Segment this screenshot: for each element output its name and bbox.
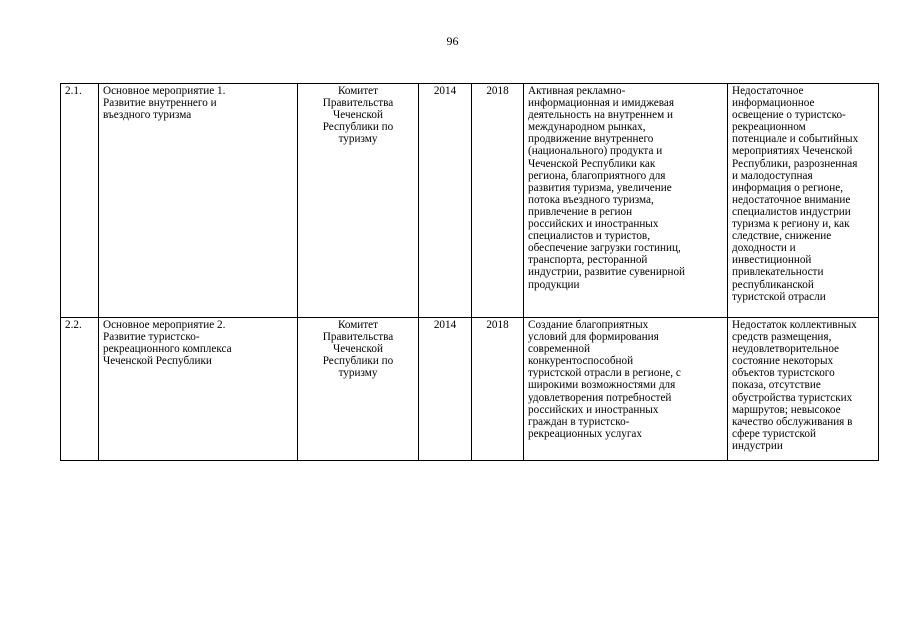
row-number-cell: 2.2. [61,318,99,461]
end-year-cell: 2018 [472,84,524,318]
event-name-cell: Основное мероприятие 2. Развитие туристско- рекреационного комплекса Чеченской Республики [99,318,298,461]
table-row [61,318,879,461]
expected-result-cell: Активная рекламно- информационная и имиджевая деятельность на внутреннем и международном рынках, продвижение внутреннего (национального) продукта и Чеченской Республики как региона, благоприятного для развития туризма, увеличение потока въездного туризма, привлечение в регион российских и иностранных специалистов и туристов, обеспечение загрузки гостиниц, транспорта, ресторанной индустрии, развитие сувенирной продукции [524,84,728,318]
start-year-cell: 2014 [419,84,472,318]
event-name-cell: Основное мероприятие 1. Развитие внутреннего и въездного туризма [99,84,298,318]
executor-cell: Комитет Правительства Чеченской Республики по туризму [298,318,419,461]
consequences-cell: Недостаточное информационное освещение о туристско- рекреационном потенциале и событийных мероприятиях Чеченской Республики, разрозненная и малодоступная информация о регионе, недостаточное внимание специалистов индустрии туризма к региону и, как следствие, снижение доходности и инвестиционной привлекательности республиканской туристской отрасли [728,84,879,318]
expected-result-cell: Создание благоприятных условий для формирования современной конкурентоспособной туристской отрасли в регионе, с широкими возможностями для удовлетворения потребностей российских и иностранных граждан в туристско- рекреационных услугах [524,318,728,461]
consequences-cell: Недостаток коллективных средств размещения, неудовлетворительное состояние некоторых объектов туристского показа, отсутствие обустройства туристских маршрутов; невысокое качество обслуживания в сфере туристской индустрии [728,318,879,461]
executor-cell: Комитет Правительства Чеченской Республики по туризму [298,84,419,318]
measures-table [60,83,879,461]
row-number-cell: 2.1. [61,84,99,318]
page-number: 96 [446,34,459,48]
table-row [61,84,879,318]
end-year-cell: 2018 [472,318,524,461]
start-year-cell: 2014 [419,318,472,461]
